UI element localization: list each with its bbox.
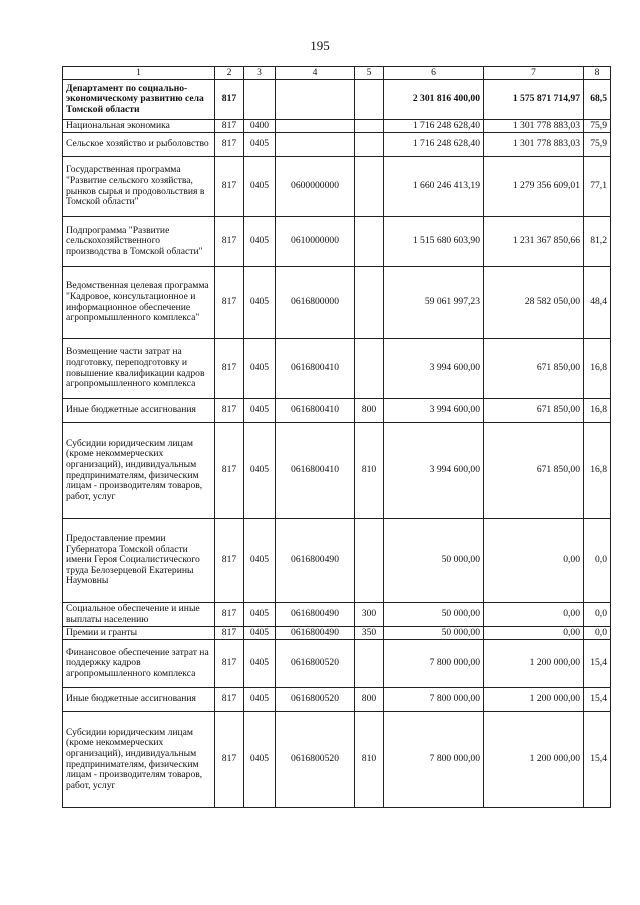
row-actual-amount: 0,00 xyxy=(484,603,584,627)
row-name: Подпрограмма "Развитие сельскохозяйственного производства в Томской области" xyxy=(63,217,215,267)
row-expense-type: 800 xyxy=(355,399,384,423)
row-code: 817 xyxy=(215,217,244,267)
table-row xyxy=(63,133,611,157)
row-plan-amount: 50 000,00 xyxy=(384,603,484,627)
column-header: 2 xyxy=(215,67,244,80)
row-plan-amount: 1 660 246 413,19 xyxy=(384,157,484,217)
row-target-code xyxy=(276,133,355,157)
row-plan-amount: 1 515 680 603,90 xyxy=(384,217,484,267)
row-expense-type: 810 xyxy=(355,712,384,808)
row-plan-amount: 50 000,00 xyxy=(384,627,484,640)
table-row xyxy=(63,267,611,339)
row-code: 817 xyxy=(215,712,244,808)
row-actual-amount: 1 231 367 850,66 xyxy=(484,217,584,267)
row-name: Национальная экономика xyxy=(63,120,215,133)
row-percent: 75,9 xyxy=(584,133,611,157)
column-header: 5 xyxy=(355,67,384,80)
row-name: Иные бюджетные ассигнования xyxy=(63,688,215,712)
row-section: 0405 xyxy=(244,423,276,519)
row-actual-amount: 0,00 xyxy=(484,519,584,603)
row-expense-type xyxy=(355,133,384,157)
row-section: 0405 xyxy=(244,157,276,217)
row-actual-amount: 671 850,00 xyxy=(484,423,584,519)
table-row xyxy=(63,339,611,399)
column-header: 8 xyxy=(584,67,611,80)
row-plan-amount: 1 716 248 628,40 xyxy=(384,120,484,133)
row-plan-amount: 7 800 000,00 xyxy=(384,712,484,808)
row-code: 817 xyxy=(215,80,244,120)
row-actual-amount: 0,00 xyxy=(484,627,584,640)
row-target-code xyxy=(276,120,355,133)
row-plan-amount: 3 994 600,00 xyxy=(384,399,484,423)
row-actual-amount: 1 200 000,00 xyxy=(484,712,584,808)
row-section xyxy=(244,80,276,120)
row-plan-amount: 7 800 000,00 xyxy=(384,688,484,712)
row-plan-amount: 59 061 997,23 xyxy=(384,267,484,339)
row-section: 0405 xyxy=(244,399,276,423)
row-percent: 16,8 xyxy=(584,423,611,519)
row-actual-amount: 671 850,00 xyxy=(484,399,584,423)
row-section: 0400 xyxy=(244,120,276,133)
row-code: 817 xyxy=(215,627,244,640)
row-code: 817 xyxy=(215,640,244,688)
row-code: 817 xyxy=(215,120,244,133)
page-number: 195 xyxy=(310,38,330,53)
row-actual-amount: 671 850,00 xyxy=(484,339,584,399)
row-expense-type: 810 xyxy=(355,423,384,519)
row-name: Субсидии юридическим лицам (кроме некоммерческих организаций), индивидуальным предпринимателям, физическим лицам - производителям товаров, работ, услуг xyxy=(63,712,215,808)
table-row xyxy=(63,603,611,627)
row-target-code: 0616800490 xyxy=(276,519,355,603)
row-plan-amount: 3 994 600,00 xyxy=(384,339,484,399)
column-header: 3 xyxy=(244,67,276,80)
table-row xyxy=(63,399,611,423)
row-name: Финансовое обеспечение затрат на поддержку кадров агропромышленного комплекса xyxy=(63,640,215,688)
row-code: 817 xyxy=(215,399,244,423)
row-actual-amount: 1 200 000,00 xyxy=(484,688,584,712)
row-code: 817 xyxy=(215,267,244,339)
row-code: 817 xyxy=(215,519,244,603)
row-actual-amount: 1 575 871 714,97 xyxy=(484,80,584,120)
row-expense-type xyxy=(355,267,384,339)
table-body xyxy=(63,80,611,808)
row-percent: 16,8 xyxy=(584,339,611,399)
row-actual-amount: 1 200 000,00 xyxy=(484,640,584,688)
row-target-code: 0616800410 xyxy=(276,423,355,519)
row-percent: 15,4 xyxy=(584,712,611,808)
row-expense-type xyxy=(355,519,384,603)
row-target-code: 0610000000 xyxy=(276,217,355,267)
row-section: 0405 xyxy=(244,339,276,399)
row-name: Социальное обеспечение и иные выплаты населению xyxy=(63,603,215,627)
row-expense-type: 800 xyxy=(355,688,384,712)
row-name: Возмещение части затрат на подготовку, переподготовку и повышение квалификации кадров агропромышленного комплекса xyxy=(63,339,215,399)
row-name: Иные бюджетные ассигнования xyxy=(63,399,215,423)
row-target-code xyxy=(276,80,355,120)
row-plan-amount: 3 994 600,00 xyxy=(384,423,484,519)
row-plan-amount: 2 301 816 400,00 xyxy=(384,80,484,120)
row-code: 817 xyxy=(215,133,244,157)
row-target-code: 0616800490 xyxy=(276,603,355,627)
row-section: 0405 xyxy=(244,603,276,627)
row-target-code: 0616800520 xyxy=(276,640,355,688)
row-expense-type xyxy=(355,157,384,217)
row-expense-type xyxy=(355,217,384,267)
table-row xyxy=(63,80,611,120)
row-actual-amount: 1 279 356 609,01 xyxy=(484,157,584,217)
row-percent: 16,8 xyxy=(584,399,611,423)
row-target-code: 0616800490 xyxy=(276,627,355,640)
row-percent: 0,0 xyxy=(584,627,611,640)
column-header: 6 xyxy=(384,67,484,80)
row-percent: 77,1 xyxy=(584,157,611,217)
table-header-row xyxy=(63,67,611,80)
row-percent: 81,2 xyxy=(584,217,611,267)
row-expense-type xyxy=(355,120,384,133)
row-percent: 48,4 xyxy=(584,267,611,339)
row-actual-amount: 1 301 778 883,03 xyxy=(484,120,584,133)
row-code: 817 xyxy=(215,603,244,627)
row-name: Предоставление премии Губернатора Томской области имени Героя Социалистического труда Белозерцевой Екатерины Наумовны xyxy=(63,519,215,603)
row-name: Сельское хозяйство и рыболовство xyxy=(63,133,215,157)
table-row xyxy=(63,217,611,267)
row-section: 0405 xyxy=(244,519,276,603)
row-expense-type xyxy=(355,80,384,120)
row-name: Ведомственная целевая программа "Кадровое, консультационное и информационное обеспечение агропромышленного комплекса" xyxy=(63,267,215,339)
table-row xyxy=(63,627,611,640)
row-target-code: 0616800410 xyxy=(276,339,355,399)
column-header: 1 xyxy=(63,67,215,80)
row-target-code: 0600000000 xyxy=(276,157,355,217)
table-row xyxy=(63,640,611,688)
budget-table xyxy=(62,66,611,808)
row-percent: 0,0 xyxy=(584,603,611,627)
table-row xyxy=(63,120,611,133)
row-section: 0405 xyxy=(244,712,276,808)
table-row xyxy=(63,712,611,808)
row-code: 817 xyxy=(215,339,244,399)
row-percent: 15,4 xyxy=(584,640,611,688)
row-percent: 15,4 xyxy=(584,688,611,712)
table-row xyxy=(63,157,611,217)
row-section: 0405 xyxy=(244,688,276,712)
row-actual-amount: 1 301 778 883,03 xyxy=(484,133,584,157)
row-code: 817 xyxy=(215,688,244,712)
row-percent: 0,0 xyxy=(584,519,611,603)
row-expense-type: 350 xyxy=(355,627,384,640)
row-target-code: 0616800000 xyxy=(276,267,355,339)
column-header: 4 xyxy=(276,67,355,80)
row-section: 0405 xyxy=(244,627,276,640)
row-section: 0405 xyxy=(244,267,276,339)
row-actual-amount: 28 582 050,00 xyxy=(484,267,584,339)
row-code: 817 xyxy=(215,423,244,519)
row-target-code: 0616800410 xyxy=(276,399,355,423)
row-section: 0405 xyxy=(244,217,276,267)
row-section: 0405 xyxy=(244,640,276,688)
row-target-code: 0616800520 xyxy=(276,688,355,712)
row-name: Департамент по социально-экономическому развитию села Томской области xyxy=(63,80,215,120)
row-name: Субсидии юридическим лицам (кроме некоммерческих организаций), индивидуальным предпринимателям, физическим лицам - производителям товаров, работ, услуг xyxy=(63,423,215,519)
row-plan-amount: 7 800 000,00 xyxy=(384,640,484,688)
table-row xyxy=(63,688,611,712)
row-target-code: 0616800520 xyxy=(276,712,355,808)
row-expense-type xyxy=(355,339,384,399)
row-expense-type: 300 xyxy=(355,603,384,627)
table-row xyxy=(63,519,611,603)
table-row xyxy=(63,423,611,519)
row-name: Государственная программа "Развитие сельского хозяйства, рынков сырья и продовольствия в Томской области" xyxy=(63,157,215,217)
row-percent: 75,9 xyxy=(584,120,611,133)
row-section: 0405 xyxy=(244,133,276,157)
row-plan-amount: 1 716 248 628,40 xyxy=(384,133,484,157)
row-expense-type xyxy=(355,640,384,688)
row-plan-amount: 50 000,00 xyxy=(384,519,484,603)
row-percent: 68,5 xyxy=(584,80,611,120)
row-code: 817 xyxy=(215,157,244,217)
column-header: 7 xyxy=(484,67,584,80)
row-name: Премии и гранты xyxy=(63,627,215,640)
